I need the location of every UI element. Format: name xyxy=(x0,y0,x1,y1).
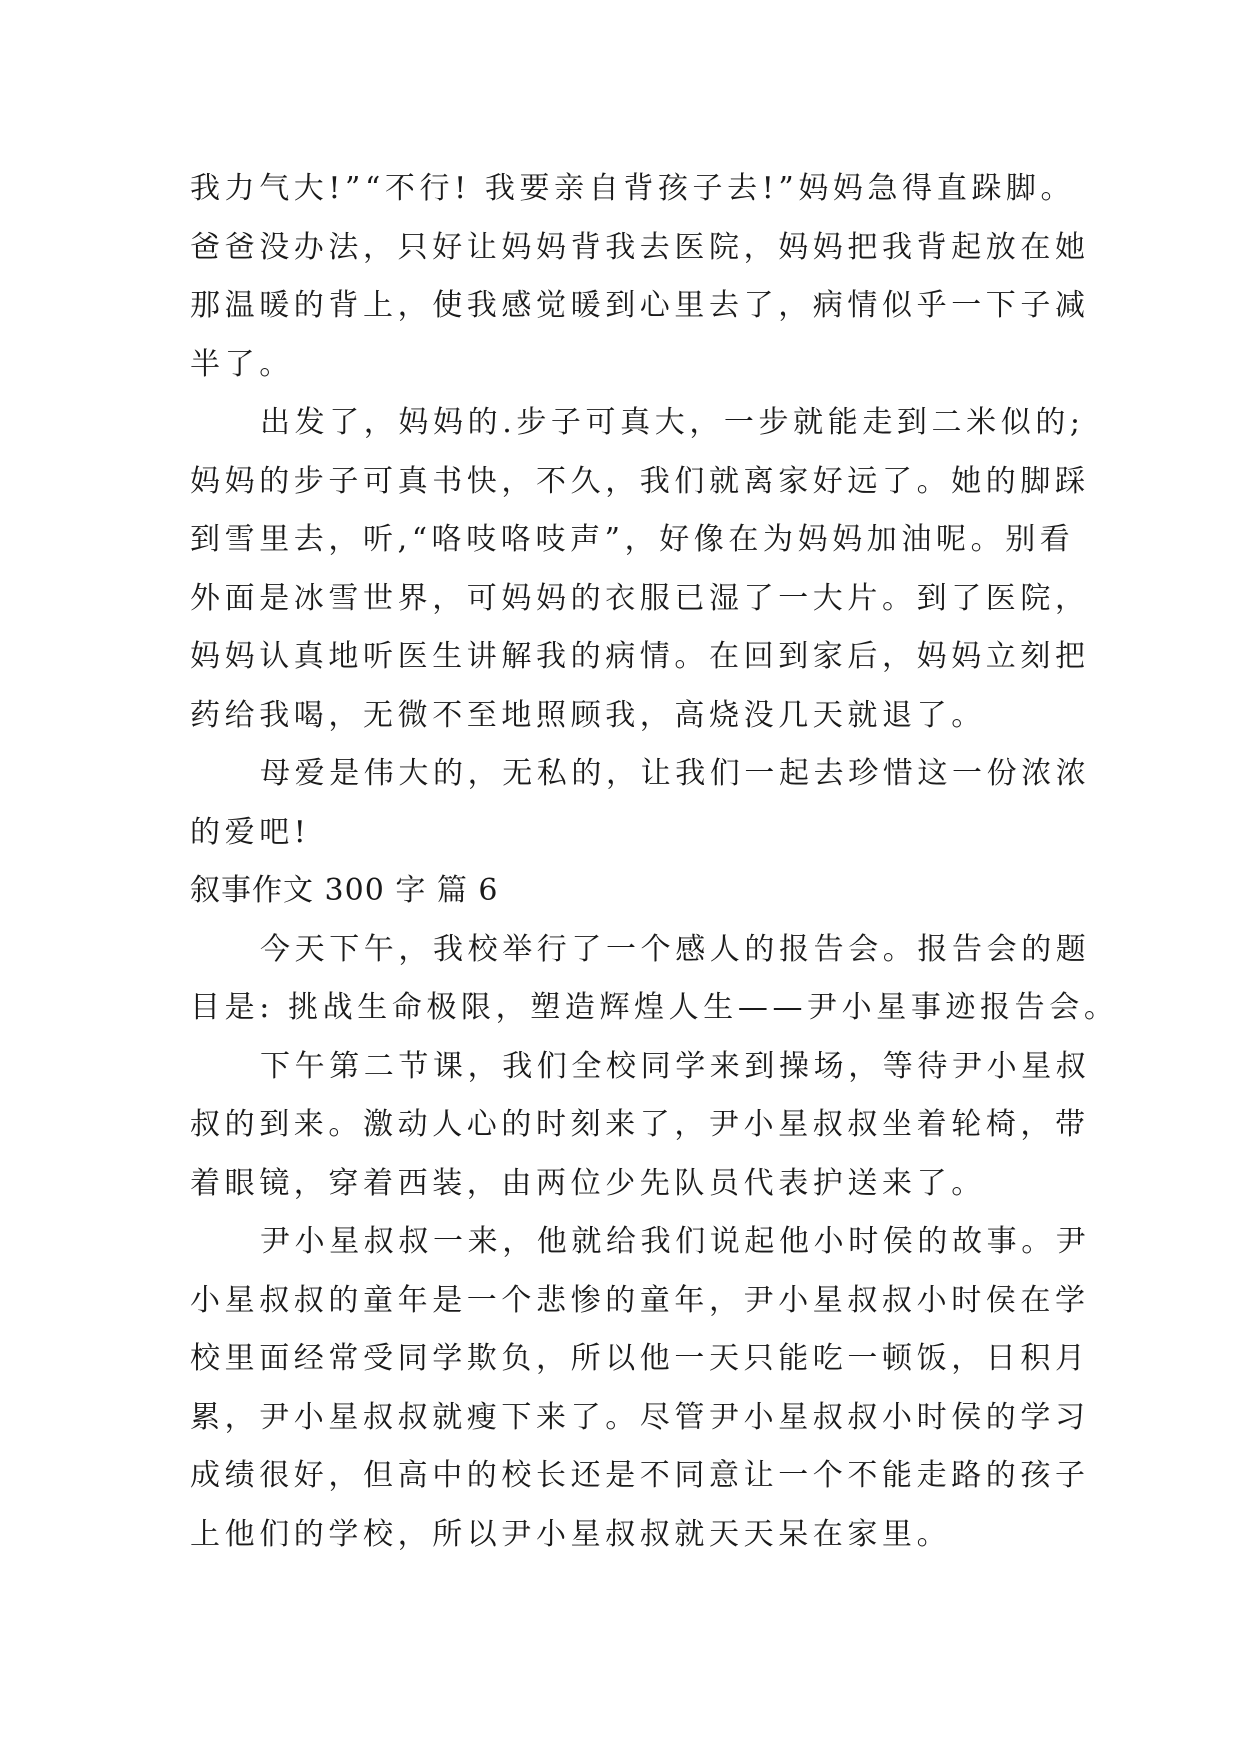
text-line: 外面是冰雪世界，可妈妈的衣服已湿了一大片。到了医院， xyxy=(190,580,1090,616)
text-line: 校里面经常受同学欺负，所以他一天只能吃一顿饭，日积月 xyxy=(190,1341,1090,1376)
paragraph-first-line: 尹小星叔叔一来，他就给我们说起他小时侯的故事。尹 xyxy=(260,1224,1091,1259)
text-line: 累，尹小星叔叔就瘦下来了。尽管尹小星叔叔小时侯的学习 xyxy=(190,1399,1090,1435)
text-line: 的爱吧! xyxy=(190,814,311,850)
text-line: 那温暖的背上，使我感觉暖到心里去了，病情似乎一下子减 xyxy=(190,288,1090,323)
text-line: 目是: 挑战生命极限，塑造辉煌人生——尹小星事迹报告会。 xyxy=(190,990,1119,1025)
text-line: 叔的到来。激动人心的时刻来了，尹小星叔叔坐着轮椅，带 xyxy=(190,1107,1090,1142)
text-line: 妈妈的步子可真书快，不久，我们就离家好远了。她的脚踩 xyxy=(190,463,1090,499)
text-line: 着眼镜，穿着西装，由两位少先队员代表护送来了。 xyxy=(190,1165,986,1201)
text-line: 我力气大!”“不行! 我要亲自背孩子去!”妈妈急得直跺脚。 xyxy=(190,171,1076,206)
paragraph-first-line: 今天下午，我校举行了一个感人的报告会。报告会的题 xyxy=(260,931,1091,967)
paragraph-first-line: 下午第二节课，我们全校同学来到操场，等待尹小星叔 xyxy=(260,1048,1091,1084)
text-line: 小星叔叔的童年是一个悲惨的童年，尹小星叔叔小时侯在学 xyxy=(190,1282,1090,1318)
paragraph-first-line: 母爱是伟大的，无私的，让我们一起去珍惜这一份浓浓 xyxy=(260,756,1091,791)
paragraph-first-line: 出发了，妈妈的.步子可真大，一步就能走到二米似的; xyxy=(260,405,1085,440)
text-line: 药给我喝，无微不至地照顾我，高烧没几天就退了。 xyxy=(190,697,986,733)
section-heading: 叙事作文 300 字 篇 6 xyxy=(190,873,499,908)
text-line: 半了。 xyxy=(190,346,294,382)
text-line: 妈妈认真地听医生讲解我的病情。在回到家后，妈妈立刻把 xyxy=(190,639,1090,674)
text-line: 到雪里去，听,“咯吱咯吱声”，好像在为妈妈加油呢。别看 xyxy=(190,522,1075,557)
text-line: 爸爸没办法，只好让妈妈背我去医院，妈妈把我背起放在她 xyxy=(190,229,1090,265)
text-line: 成绩很好，但高中的校长还是不同意让一个不能走路的孩子 xyxy=(190,1458,1090,1493)
document-body xyxy=(190,160,1119,1564)
text-line: 上他们的学校，所以尹小星叔叔就天天呆在家里。 xyxy=(190,1516,952,1552)
